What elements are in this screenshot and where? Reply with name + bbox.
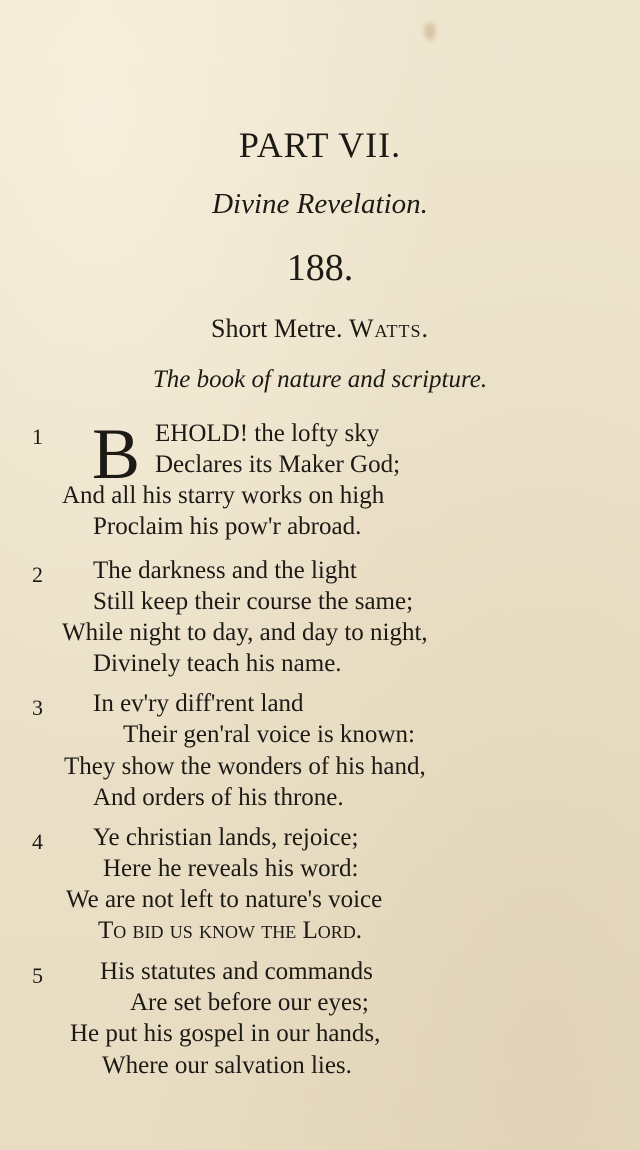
verse-line: He put his gospel in our hands,: [70, 1020, 381, 1047]
stanza-number: 2: [32, 562, 43, 587]
metre-label: Short Metre.: [211, 314, 343, 343]
verse-line: And orders of his throne.: [93, 784, 344, 811]
metre-author-line: [0, 314, 640, 344]
verse-line: We are not left to nature's voice: [66, 886, 383, 913]
verse-line: To bid us know the Lord.: [98, 917, 363, 944]
verse-line: His statutes and commands: [100, 958, 373, 985]
verse-line: Are set before our eyes;: [130, 989, 369, 1016]
verse-line: In ev'ry diff'rent land: [93, 690, 304, 717]
verse-line: Still keep their course the same;: [93, 588, 414, 615]
section-title: Divine Revelation.: [212, 188, 428, 220]
stanza-number: 3: [32, 695, 43, 720]
verse-line: They show the wonders of his hand,: [64, 753, 426, 780]
verse-line: Divinely teach his name.: [93, 650, 342, 677]
part-title: PART VII.: [238, 125, 402, 165]
verse-line: Their gen'ral voice is known:: [123, 721, 415, 748]
verse-line: Declares its Maker God;: [155, 451, 401, 478]
stanza-number: 1: [32, 424, 43, 449]
hymn-number: 188.: [286, 247, 354, 289]
verse-line: Here he reveals his word:: [103, 855, 359, 882]
verse-line: Proclaim his pow'r abroad.: [93, 513, 362, 540]
hymn-subject: The book of nature and scripture.: [152, 366, 488, 393]
verse-line: Where our salvation lies.: [102, 1052, 352, 1079]
verse-line: EHOLD! the lofty sky: [155, 420, 380, 447]
stanza-number: 4: [32, 829, 43, 854]
verse-line: And all his starry works on high: [62, 482, 385, 509]
stanza-number: 5: [32, 963, 43, 988]
drop-cap: B: [92, 414, 141, 494]
verse-line: While night to day, and day to night,: [62, 619, 428, 646]
verse-line: The darkness and the light: [93, 557, 357, 584]
paper-stain: [424, 22, 436, 40]
verse-line: Ye christian lands, rejoice;: [93, 824, 359, 851]
author-name: Watts.: [348, 314, 429, 343]
